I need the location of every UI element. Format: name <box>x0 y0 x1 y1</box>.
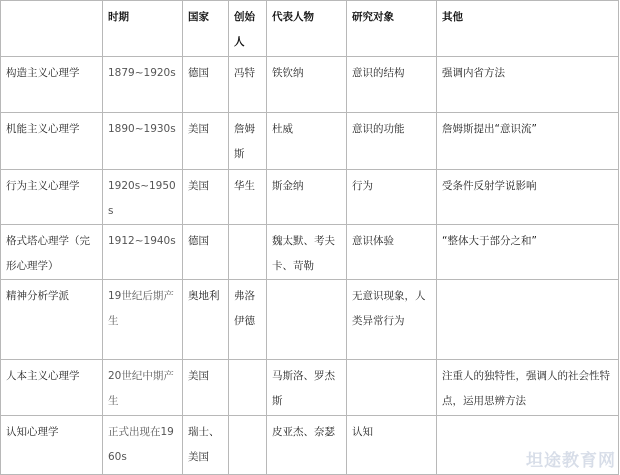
representative: 铁钦纳 <box>267 57 347 113</box>
period: 1912~1940s <box>103 225 183 280</box>
period: 1879~1920s <box>103 57 183 113</box>
research-object: 意识的功能 <box>347 113 437 170</box>
period: 20世纪中期产生 <box>103 360 183 416</box>
founder: 冯特 <box>229 57 267 113</box>
header-object: 研究对象 <box>347 1 437 57</box>
representative <box>267 280 347 360</box>
research-object: 认知 <box>347 416 437 475</box>
school-name: 机能主义心理学 <box>1 113 103 170</box>
representative: 马斯洛、罗杰斯 <box>267 360 347 416</box>
period: 1890~1930s <box>103 113 183 170</box>
representative: 斯金纳 <box>267 170 347 225</box>
school-name: 精神分析学派 <box>1 280 103 360</box>
header-founder: 创始人 <box>229 1 267 57</box>
header-cell <box>1 1 103 57</box>
period: 正式出现在1960s <box>103 416 183 475</box>
other: “整体大于部分之和” <box>437 225 619 280</box>
table-row <box>1 360 619 416</box>
school-name: 认知心理学 <box>1 416 103 475</box>
country: 美国 <box>183 113 229 170</box>
school-name: 行为主义心理学 <box>1 170 103 225</box>
school-name: 构造主义心理学 <box>1 57 103 113</box>
country: 美国 <box>183 170 229 225</box>
watermark-logo: 坦途教育网 <box>526 451 616 471</box>
research-object <box>347 360 437 416</box>
country: 德国 <box>183 57 229 113</box>
founder: 詹姆斯 <box>229 113 267 170</box>
representative: 魏太默、考夫卡、苛勒 <box>267 225 347 280</box>
founder: 华生 <box>229 170 267 225</box>
founder <box>229 416 267 475</box>
other: 受条件反射学说影响 <box>437 170 619 225</box>
header-period: 时期 <box>103 1 183 57</box>
other: 强调内省方法 <box>437 57 619 113</box>
school-name: 人本主义心理学 <box>1 360 103 416</box>
research-object: 意识的结构 <box>347 57 437 113</box>
table-row <box>1 280 619 360</box>
table-row <box>1 57 619 113</box>
other: 詹姆斯提出“意识流” <box>437 113 619 170</box>
country: 瑞士、美国 <box>183 416 229 475</box>
founder: 弗洛伊德 <box>229 280 267 360</box>
representative: 皮亚杰、奈瑟 <box>267 416 347 475</box>
table-row <box>1 170 619 225</box>
period: 1920s~1950s <box>103 170 183 225</box>
research-object: 行为 <box>347 170 437 225</box>
founder <box>229 225 267 280</box>
country: 奥地利 <box>183 280 229 360</box>
header-country: 国家 <box>183 1 229 57</box>
header-other: 其他 <box>437 1 619 57</box>
table-row <box>1 225 619 280</box>
country: 德国 <box>183 225 229 280</box>
country: 美国 <box>183 360 229 416</box>
other <box>437 280 619 360</box>
period: 19世纪后期产生 <box>103 280 183 360</box>
research-object: 意识体验 <box>347 225 437 280</box>
research-object: 无意识现象，人类异常行为 <box>347 280 437 360</box>
founder <box>229 360 267 416</box>
table-row <box>1 113 619 170</box>
other: 注重人的独特性，强调人的社会性特点，运用思辨方法 <box>437 360 619 416</box>
representative: 杜威 <box>267 113 347 170</box>
school-name: 格式塔心理学（完形心理学） <box>1 225 103 280</box>
header-representative: 代表人物 <box>267 1 347 57</box>
header-row <box>1 1 619 57</box>
